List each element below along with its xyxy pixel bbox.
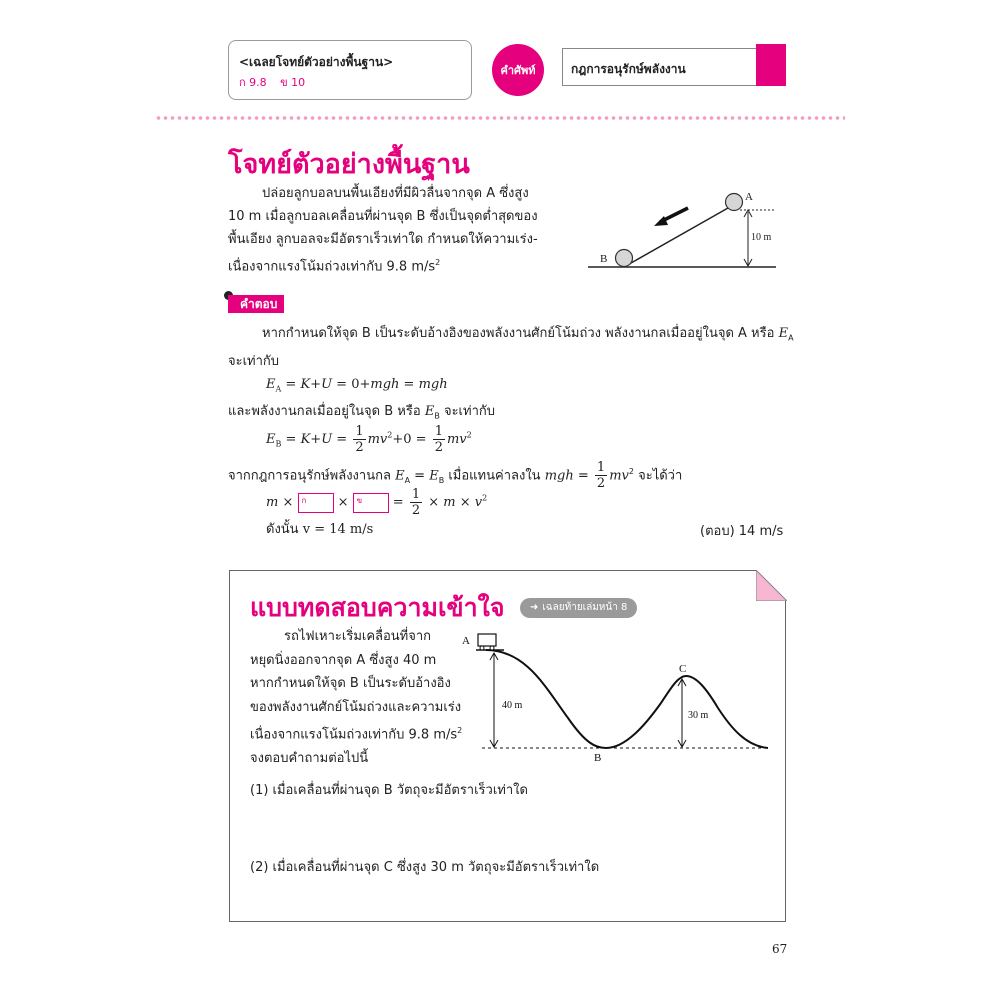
problem-line-1: ปล่อยลูกบอลบนพื้นเอียงที่มีผิวลื่นจากจุด A ซึ่งสูง: [262, 186, 529, 201]
coaster-car: [478, 634, 496, 646]
solution-line-1-text: หากกำหนดให้จุด B เป็นระดับอ้างอิงของพลังงานศักย์โน้มถ่วง พลังงานกลเมื่ออยู่ในจุด A หรือ: [262, 326, 775, 341]
solution-line-1: หากกำหนดให้จุด B เป็นระดับอ้างอิงของพลังงานศักย์โน้มถ่วง พลังงานกลเมื่ออยู่ในจุด A หรือ $E_A$: [262, 326, 794, 343]
keyword-term-box: [562, 48, 785, 86]
coaster-height-c: 30 m: [688, 710, 709, 721]
exercise-line-1: รถไฟเหาะเริ่มเคลื่อนที่จาก: [284, 629, 432, 644]
exercise-text: [250, 625, 462, 770]
problem-line-4-sup: 2: [435, 258, 441, 267]
conclusion-equation: v = 14 m/s: [302, 522, 374, 537]
blank-ka-label: ก: [301, 495, 307, 505]
exercise-line-3: หากกำหนดให้จุด B เป็นระดับอ้างอิง: [250, 676, 451, 691]
ball-at-a: [726, 194, 743, 211]
blank-ka[interactable]: [298, 493, 334, 513]
keyword-term: กฎการอนุรักษ์พลังงาน: [571, 62, 686, 76]
arrow-right-icon: ➜: [530, 602, 539, 613]
keyword-tab-marker: [756, 44, 786, 86]
ball-at-b: [616, 250, 633, 267]
conclusion-prefix: ดังนั้น: [266, 522, 299, 537]
coaster-label-c: C: [679, 663, 687, 675]
answer-label: คำตอบ: [228, 295, 284, 313]
incline-height-label: 10 m: [751, 232, 772, 243]
page-number: 67: [772, 942, 788, 956]
basic-example-answer-box: [228, 40, 472, 100]
problem-line-2: 10 m เมื่อลูกบอลเคลื่อนที่ผ่านจุด B ซึ่งเป็นจุดต่ำสุดของ: [228, 209, 538, 224]
exercise-line-5-text: เนื่องจากแรงโน้มถ่วงเท่ากับ 9.8 m/s: [250, 727, 458, 743]
equation-eb: $E_B = K+U$ = $\frac{1}{2}$ $mv^2+0$ = $\frac{1}{2}$ $mv^2$: [266, 424, 472, 455]
exercise-line-5: [250, 719, 462, 747]
solution-line-4: จากกฎการอนุรักษ์พลังงานกล $E_A = E_B$ เมื่อแทนค่าลงใน mgh = $\frac{1}{2}$ $mv^2$ จะได้ว่า: [228, 460, 683, 492]
answer-k1: ก 9.8: [239, 76, 267, 89]
roller-coaster-diagram: [456, 628, 776, 768]
problem-text: [228, 182, 588, 278]
solution-line-2: จะเท่ากับ: [228, 353, 280, 369]
equation-substitution: m × ก × ข = $\frac{1}{2}$ × $m \times v^2$: [266, 487, 488, 518]
answer-box-title: <เฉลยโจทย์ตัวอย่างพื้นฐาน>: [239, 55, 394, 69]
equation-ea: $E_A = K+U = 0+mgh$ = mgh: [266, 377, 448, 394]
solution-line-3-end: จะเท่ากับ: [443, 404, 495, 419]
coaster-track: [486, 650, 768, 748]
dotted-divider: [155, 115, 845, 121]
incline-slope: [624, 208, 728, 267]
example-final-answer: (ตอบ) 14 m/s: [700, 524, 784, 539]
answer-box-values: [239, 73, 305, 91]
keyword-badge: คำศัพท์: [492, 44, 544, 96]
answer-k2: ข 10: [280, 76, 306, 89]
problem-line-3: พื้นเอียง ลูกบอลจะมีอัตราเร็วเท่าใด กำหนดให้ความเร่ง-: [228, 232, 538, 247]
problem-line-4-text: เนื่องจากแรงโน้มถ่วงเท่ากับ 9.8 m/s: [228, 259, 436, 275]
blank-kho[interactable]: [353, 493, 389, 513]
exercise-line-2: หยุดนิ่งออกจากจุด A ซึ่งสูง 40 m: [250, 652, 437, 668]
exercise-ref-text: เฉลยท้ายเล่มหน้า 8: [542, 602, 628, 613]
page-fold-corner: [756, 570, 787, 601]
problem-line-4: [228, 251, 588, 278]
exercise-line-4: ของพลังงานศักย์โน้มถ่วงและความเร่ง: [250, 699, 462, 715]
section-title: โจทย์ตัวอย่างพื้นฐาน: [228, 149, 470, 180]
coaster-label-b: B: [594, 752, 602, 764]
blank-kho-label: ข: [356, 495, 363, 505]
exercise-question-1: (1) เมื่อเคลื่อนที่ผ่านจุด B วัตถุจะมีอัตราเร็วเท่าใด: [250, 783, 528, 798]
car-wheel-left: [480, 646, 484, 650]
solution-line-4-end: จะได้ว่า: [638, 468, 683, 484]
coaster-label-a: A: [462, 635, 470, 647]
exercise-question-2: (2) เมื่อเคลื่อนที่ผ่านจุด C ซึ่งสูง 30 m วัตถุจะมีอัตราเร็วเท่าใด: [250, 860, 600, 875]
exercise-line-6: จงตอบคำถามต่อไปนี้: [250, 750, 369, 766]
car-wheel-right: [490, 646, 494, 650]
incline-label-a: A: [745, 191, 753, 203]
exercise-line-5-sup: 2: [457, 726, 463, 735]
solution-line-3: และพลังงานกลเมื่ออยู่ในจุด B หรือ $E_B$ จะเท่ากับ: [228, 404, 495, 421]
incline-label-b: B: [600, 253, 608, 265]
incline-diagram: [588, 186, 788, 276]
solution-text: [228, 322, 794, 373]
coaster-height-a: 40 m: [502, 700, 523, 711]
exercise-title: แบบทดสอบความเข้าใจ: [250, 593, 505, 622]
solution-line-3-text: และพลังงานกลเมื่ออยู่ในจุด B หรือ: [228, 404, 421, 419]
exercise-answer-ref: [520, 598, 637, 618]
solution-conclusion: [266, 518, 373, 541]
solution-line-4-mid: เมื่อแทนค่าลงใน: [448, 468, 541, 484]
solution-line-4-start: จากกฎการอนุรักษ์พลังงานกล: [228, 468, 391, 484]
